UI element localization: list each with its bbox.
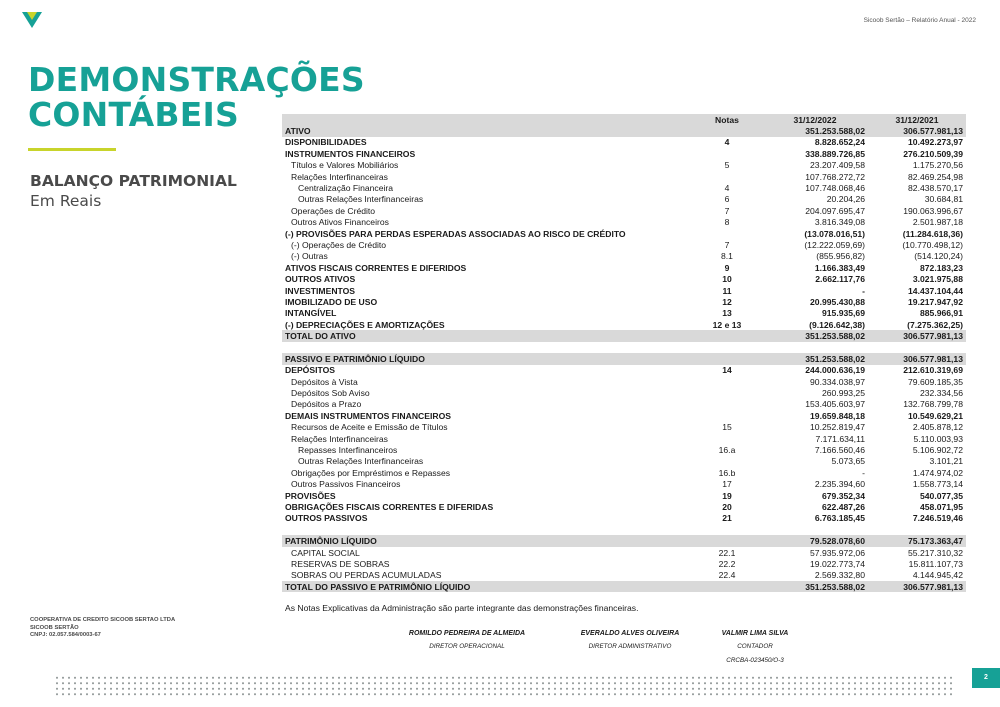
- row-value-2021: 306.577.981,13: [868, 330, 966, 341]
- row-value-2022: (13.078.016,51): [804, 228, 865, 239]
- row-value-2022: 153.405.603,97: [805, 399, 865, 410]
- report-header: Sicoob Sertão – Relatório Anual - 2022: [863, 17, 976, 24]
- cooperative-name: COOPERATIVA DE CREDITO SICOOB SERTAO LTDA: [30, 617, 176, 623]
- column-header-2021: 31/12/2021: [868, 114, 966, 125]
- row-value-2022: 622.487,26: [821, 501, 865, 512]
- table-row: [282, 251, 966, 262]
- row-notas: [692, 581, 762, 592]
- row-notas: [692, 148, 762, 159]
- row-value-2022: 2.235.394,60: [814, 479, 865, 490]
- row-value-2021: 276.210.509,39: [903, 148, 963, 159]
- signatory-role: DIRETOR ADMINISTRATIVO: [588, 643, 672, 650]
- row-value-2021: 132.768.799,78: [903, 399, 963, 410]
- row-value-2022: 244.000.636,19: [805, 365, 865, 376]
- row-value-2021: (514.120,24): [914, 251, 963, 262]
- row-value-2022: 7.166.560,46: [814, 445, 865, 456]
- row-value-2021: (7.275.362,25): [907, 319, 963, 330]
- row-label: (-) DEPRECIAÇÕES E AMORTIZAÇÕES: [285, 319, 445, 330]
- cooperative-cnpj: CNPJ: 02.057.584/0003-67: [30, 632, 101, 638]
- row-value-2021: 885.966,91: [919, 308, 963, 319]
- row-label: PATRIMÔNIO LÍQUIDO: [282, 535, 692, 546]
- row-value-2021: [868, 342, 966, 353]
- row-value-2022: 915.935,69: [821, 308, 865, 319]
- table-row: [282, 319, 966, 330]
- row-value-2021: 458.071,95: [919, 501, 963, 512]
- row-value-2022: 338.889.726,85: [805, 148, 865, 159]
- row-notas: 22.1: [718, 547, 736, 558]
- row-notas: 15: [722, 422, 732, 433]
- row-notas: [692, 353, 762, 364]
- row-value-2021: 19.217.947,92: [908, 296, 963, 307]
- row-label: Depósitos Sob Aviso: [291, 388, 370, 399]
- row-value-2021: 1.558.773,14: [912, 479, 963, 490]
- row-value-2022: 19.022.773,74: [810, 558, 865, 569]
- row-label: (-) Operações de Crédito: [291, 239, 387, 250]
- table-row: [282, 479, 966, 490]
- table-body: [282, 125, 966, 592]
- row-label: Repasses Interfinanceiros: [298, 445, 398, 456]
- sicoob-logo-icon: [22, 12, 42, 28]
- table-row: [282, 194, 966, 205]
- row-value-2021: 232.334,56: [919, 388, 963, 399]
- table-row: [282, 353, 966, 364]
- table-row: [282, 285, 966, 296]
- row-value-2021: 872.183,23: [919, 262, 963, 273]
- row-value-2022: 351.253.588,02: [762, 330, 868, 341]
- row-notas: 7: [724, 205, 730, 216]
- row-label: Outras Relações Interfinanceiras: [298, 456, 424, 467]
- row-notas: 7: [724, 239, 730, 250]
- row-value-2021: 3.021.975,88: [912, 274, 963, 285]
- row-label: DEMAIS INSTRUMENTOS FINANCEIROS: [285, 410, 451, 421]
- row-value-2022: 3.816.349,08: [814, 217, 865, 228]
- row-label: OUTROS PASSIVOS: [285, 513, 368, 524]
- table-header-row: [282, 114, 966, 125]
- row-value-2021: 7.246.519,46: [912, 513, 963, 524]
- row-value-2021: 190.063.996,67: [903, 205, 963, 216]
- row-value-2022: -: [862, 467, 865, 478]
- row-value-2022: -: [862, 285, 865, 296]
- decorative-dot-pattern: [54, 675, 954, 697]
- row-notas: [692, 456, 762, 467]
- row-notas: 5: [724, 160, 730, 171]
- row-value-2021: 1.474.974,02: [912, 467, 963, 478]
- table-row: [282, 456, 966, 467]
- row-label: RESERVAS DE SOBRAS: [291, 558, 390, 569]
- row-value-2022: 5.073,65: [831, 456, 865, 467]
- row-label: ATIVO: [282, 125, 692, 136]
- row-notas: 22.2: [718, 558, 736, 569]
- row-value-2022: 351.253.588,02: [762, 125, 868, 136]
- row-notas: [692, 342, 762, 353]
- row-value-2022: 351.253.588,02: [762, 581, 868, 592]
- row-notas: 10: [722, 274, 732, 285]
- row-value-2021: 5.110.003,93: [913, 433, 963, 444]
- row-notas: [692, 433, 762, 444]
- table-row: [282, 570, 966, 581]
- table-row: [282, 365, 966, 376]
- row-notas: 4: [724, 137, 730, 148]
- table-row: [282, 273, 966, 284]
- table-row: [282, 148, 966, 159]
- signature-block: [712, 630, 798, 664]
- row-value-2022: 7.171.634,11: [815, 433, 865, 444]
- column-header-2022: 31/12/2022: [762, 114, 868, 125]
- table-row: [282, 262, 966, 273]
- row-value-2022: 57.935.972,06: [810, 547, 865, 558]
- row-label: Outros Ativos Financeiros: [291, 217, 389, 228]
- row-value-2021: 3.101,21: [929, 456, 963, 467]
- row-value-2022: 107.748.068,46: [805, 183, 865, 194]
- row-notas: 13: [722, 308, 732, 319]
- row-value-2022: 2.662.117,76: [815, 274, 865, 285]
- table-row: [282, 387, 966, 398]
- row-value-2022: 23.207.409,58: [810, 160, 865, 171]
- row-notas: 8.1: [721, 251, 733, 262]
- row-notas: [692, 535, 762, 546]
- table-row: [282, 547, 966, 558]
- row-notas: [692, 399, 762, 410]
- cooperative-short-name: SICOOB SERTÃO: [30, 624, 79, 631]
- row-value-2021: 10.549.629,21: [908, 410, 963, 421]
- signatory-role: CONTADOR: [737, 643, 773, 650]
- table-row: [282, 558, 966, 569]
- title-divider: [28, 148, 116, 151]
- row-label: DISPONIBILIDADES: [285, 137, 367, 148]
- table-row: [282, 501, 966, 512]
- row-notas: 9: [724, 262, 730, 273]
- table-row: [282, 182, 966, 193]
- signature-block: [570, 630, 690, 650]
- row-value-2021: 75.173.363,47: [868, 535, 966, 546]
- page-title-line1: DEMONSTRAÇÕES: [28, 60, 365, 99]
- row-label: ATIVOS FISCAIS CORRENTES E DIFERIDOS: [285, 262, 467, 273]
- row-value-2022: 20.995.430,88: [810, 296, 865, 307]
- row-value-2022: 2.569.332,80: [814, 570, 865, 581]
- row-label: PASSIVO E PATRIMÔNIO LÍQUIDO: [282, 353, 692, 364]
- row-value-2021: 55.217.310,32: [908, 547, 963, 558]
- page-number: 2: [972, 668, 1000, 688]
- row-label: OBRIGAÇÕES FISCAIS CORRENTES E DIFERIDAS: [285, 501, 494, 512]
- row-label: DEPÓSITOS: [285, 365, 335, 376]
- row-value-2021: 10.492.273,97: [908, 137, 963, 148]
- row-notas: [692, 125, 762, 136]
- row-notas: [692, 376, 762, 387]
- table-row: [282, 467, 966, 478]
- row-value-2022: (855.956,82): [816, 251, 865, 262]
- row-value-2022: 6.763.185,45: [814, 513, 865, 524]
- row-label: (-) Outras: [291, 251, 328, 262]
- row-value-2021: 79.609.185,35: [908, 376, 963, 387]
- row-value-2022: 1.166.383,49: [814, 262, 865, 273]
- row-value-2021: [868, 524, 966, 535]
- table-row: [282, 513, 966, 524]
- row-notas: 4: [724, 183, 730, 194]
- table-row: [282, 581, 966, 592]
- table-row: [282, 171, 966, 182]
- row-value-2022: 679.352,34: [821, 490, 865, 501]
- row-label: SOBRAS OU PERDAS ACUMULADAS: [291, 570, 442, 581]
- row-value-2022: 20.204,26: [826, 194, 865, 205]
- row-label: Depósitos à Vista: [291, 376, 358, 387]
- table-row: [282, 160, 966, 171]
- row-value-2022: 107.768.272,72: [805, 171, 865, 182]
- row-notas: 22.4: [718, 570, 736, 581]
- table-row: [282, 433, 966, 444]
- row-label: INTANGÍVEL: [285, 308, 337, 319]
- row-value-2022: 351.253.588,02: [762, 353, 868, 364]
- row-label: INSTRUMENTOS FINANCEIROS: [285, 148, 416, 159]
- row-notas: 14: [722, 365, 732, 376]
- cooperative-info: [30, 617, 175, 640]
- table-row: [282, 308, 966, 319]
- row-value-2021: 1.175.270,56: [912, 160, 963, 171]
- column-header-notas: Notas: [692, 114, 762, 125]
- row-value-2022: 79.528.078,60: [762, 535, 868, 546]
- row-notas: 16.b: [718, 467, 736, 478]
- row-value-2021: 14.437.104,44: [908, 285, 963, 296]
- row-label: Relações Interfinanceiras: [291, 433, 388, 444]
- row-value-2021: 5.106.902,72: [912, 445, 963, 456]
- row-value-2022: (9.126.642,38): [809, 319, 865, 330]
- row-notas: [692, 171, 762, 182]
- row-label: Títulos e Valores Mobiliários: [291, 160, 399, 171]
- row-label: Outros Passivos Financeiros: [291, 479, 401, 490]
- row-value-2021: 15.811.107,73: [908, 558, 963, 569]
- balance-sheet-table: [282, 114, 966, 592]
- row-label: Relações Interfinanceiras: [291, 171, 388, 182]
- row-notas: 17: [722, 479, 732, 490]
- table-row: [282, 535, 966, 546]
- table-row: [282, 137, 966, 148]
- row-notas: [692, 524, 762, 535]
- section-subtitle: Em Reais: [30, 192, 102, 210]
- page-title-line2: CONTÁBEIS: [28, 95, 239, 134]
- row-notas: [692, 410, 762, 421]
- table-row: [282, 410, 966, 421]
- row-label: OUTROS ATIVOS: [285, 274, 356, 285]
- row-label: [282, 524, 692, 535]
- table-row: [282, 228, 966, 239]
- row-value-2021: 306.577.981,13: [868, 125, 966, 136]
- row-value-2022: 19.659.848,18: [810, 410, 865, 421]
- table-row: [282, 125, 966, 136]
- row-value-2022: 90.334.038,97: [810, 376, 865, 387]
- row-label: TOTAL DO ATIVO: [282, 330, 692, 341]
- table-row: [282, 376, 966, 387]
- row-label: CAPITAL SOCIAL: [291, 547, 360, 558]
- signatory-registration: CRCBA-023450/O-3: [726, 657, 784, 664]
- row-notas: 21: [722, 513, 732, 524]
- row-label: IMOBILIZADO DE USO: [285, 296, 378, 307]
- row-label: Obrigações por Empréstimos e Repasses: [291, 467, 451, 478]
- table-row: [282, 490, 966, 501]
- row-label: Centralização Financeira: [298, 183, 394, 194]
- signatory-name: VALMIR LIMA SILVA: [721, 630, 789, 637]
- row-value-2022: 8.828.652,24: [814, 137, 865, 148]
- row-value-2021: 2.405.878,12: [912, 422, 963, 433]
- row-label: TOTAL DO PASSIVO E PATRIMÔNIO LÍQUIDO: [282, 581, 692, 592]
- table-row: [282, 444, 966, 455]
- table-row: [282, 330, 966, 341]
- column-header-label: [282, 114, 692, 125]
- row-label: Recursos de Aceite e Emissão de Títulos: [291, 422, 448, 433]
- row-notas: [692, 228, 762, 239]
- section-title: BALANÇO PATRIMONIAL: [30, 172, 237, 190]
- table-row: [282, 296, 966, 307]
- row-label: [282, 342, 692, 353]
- row-label: Operações de Crédito: [291, 205, 376, 216]
- row-value-2022: 204.097.695,47: [805, 205, 865, 216]
- row-notas: 12 e 13: [712, 319, 742, 330]
- row-notas: 19: [722, 490, 732, 501]
- signatory-name: EVERALDO ALVES OLIVEIRA: [580, 630, 680, 637]
- row-value-2021: (10.770.498,12): [902, 239, 963, 250]
- row-label: PROVISÕES: [285, 490, 336, 501]
- row-notas: 20: [722, 501, 732, 512]
- row-value-2021: 306.577.981,13: [868, 353, 966, 364]
- row-value-2022: 10.252.819,47: [810, 422, 865, 433]
- row-notas: 11: [722, 285, 732, 296]
- row-label: INVESTIMENTOS: [285, 285, 356, 296]
- row-value-2021: 82.438.570,17: [908, 183, 963, 194]
- table-row: [282, 422, 966, 433]
- row-value-2021: (11.284.618,36): [902, 228, 963, 239]
- row-value-2021: 30.684,81: [924, 194, 963, 205]
- row-value-2021: 306.577.981,13: [868, 581, 966, 592]
- row-value-2021: 82.469.254,98: [908, 171, 963, 182]
- row-notas: 16.a: [718, 445, 736, 456]
- table-row: [282, 239, 966, 250]
- row-value-2021: 2.501.987,18: [912, 217, 963, 228]
- row-value-2021: 540.077,35: [919, 490, 963, 501]
- row-notas: 8: [724, 217, 730, 228]
- signatory-name: ROMILDO PEDREIRA DE ALMEIDA: [408, 630, 526, 637]
- row-value-2022: [762, 342, 868, 353]
- signatory-role: DIRETOR OPERACIONAL: [429, 643, 505, 650]
- row-notas: [692, 387, 762, 398]
- row-value-2021: 4.144.945,42: [912, 570, 963, 581]
- row-notas: 6: [724, 194, 730, 205]
- table-row: [282, 217, 966, 228]
- row-notas: [692, 330, 762, 341]
- row-label: (-) PROVISÕES PARA PERDAS ESPERADAS ASSOCIADAS AO RISCO DE CRÉDITO: [285, 228, 626, 239]
- table-row: [282, 399, 966, 410]
- table-row: [282, 342, 966, 353]
- signature-block: [404, 630, 530, 650]
- row-value-2022: [762, 524, 868, 535]
- row-label: Depósitos a Prazo: [291, 399, 362, 410]
- row-notas: 12: [722, 296, 732, 307]
- row-label: Outras Relações Interfinanceiras: [298, 194, 424, 205]
- table-row: [282, 205, 966, 216]
- row-value-2022: (12.222.059,69): [804, 239, 865, 250]
- table-row: [282, 524, 966, 535]
- row-value-2021: 212.610.319,69: [903, 365, 963, 376]
- footnote: As Notas Explicativas da Administração são parte integrante das demonstrações financeiras.: [285, 603, 639, 613]
- row-value-2022: 260.993,25: [821, 388, 865, 399]
